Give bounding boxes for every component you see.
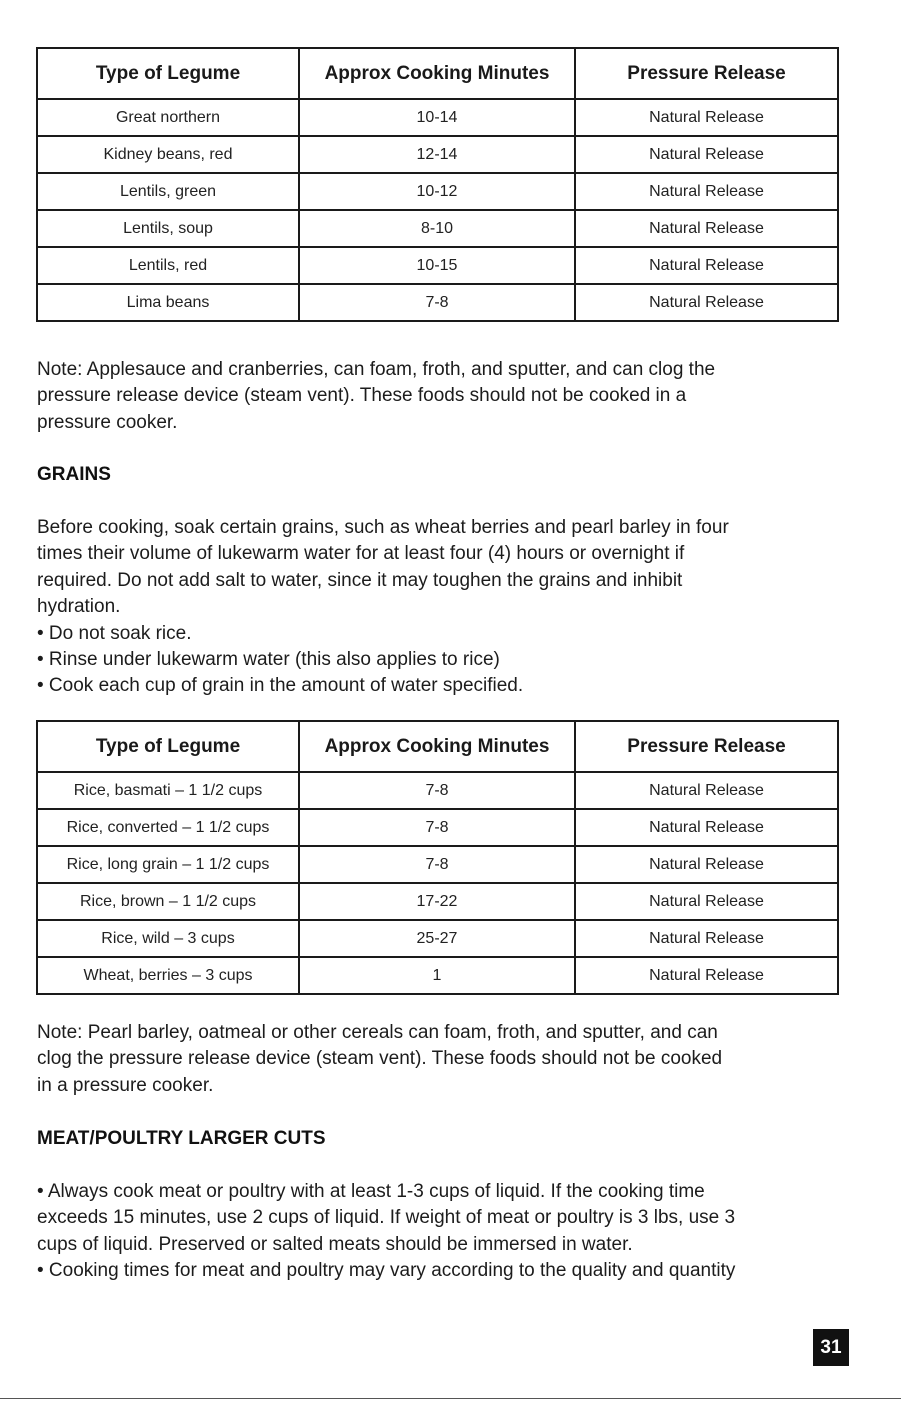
- text-line: pressure cooker.: [37, 411, 178, 433]
- text-line: exceeds 15 minutes, use 2 cups of liquid. If weight of meat or poultry is 3 lbs, use 3: [37, 1207, 736, 1229]
- table-cell: 10-14: [299, 99, 575, 136]
- section-heading-grains: GRAINS: [37, 464, 111, 485]
- bullet-item: • Cooking times for meat and poultry may vary according to the quality and quantity: [37, 1260, 736, 1282]
- text-line: in a pressure cooker.: [37, 1074, 214, 1096]
- table-cell: Natural Release: [575, 957, 838, 994]
- text-line: Note: Pearl barley, oatmeal or other cereals can foam, froth, and sputter, and can: [37, 1022, 718, 1043]
- table-cell: Rice, brown – 1 1/2 cups: [37, 883, 299, 920]
- table-row: [37, 284, 838, 321]
- table-cell: 10-12: [299, 173, 575, 210]
- bullet-item: • Always cook meat or poultry with at least 1-3 cups of liquid. If the cooking time: [37, 1181, 705, 1202]
- table-cell: Great northern: [37, 99, 299, 136]
- table-cell: 10-15: [299, 247, 575, 284]
- table-cell: 7-8: [299, 809, 575, 846]
- bullet-item: • Cook each cup of grain in the amount of water specified.: [37, 675, 524, 697]
- text-line: clog the pressure release device (steam vent). These foods should not be cooked: [37, 1048, 723, 1070]
- table-row: [37, 883, 838, 920]
- table-cell: 7-8: [299, 284, 575, 321]
- legume-cooking-table: [36, 47, 839, 322]
- table-cell: Wheat, berries – 3 cups: [37, 957, 299, 994]
- table-cell: Rice, basmati – 1 1/2 cups: [37, 772, 299, 809]
- table-cell: 25-27: [299, 920, 575, 957]
- table-cell: Lima beans: [37, 284, 299, 321]
- table-row: [37, 920, 838, 957]
- note-pearl-barley: [37, 1020, 847, 1099]
- table-cell: 12-14: [299, 136, 575, 173]
- table-cell: 7-8: [299, 846, 575, 883]
- table-row: [37, 136, 838, 173]
- table-cell: Natural Release: [575, 883, 838, 920]
- bottom-divider: [0, 1398, 901, 1399]
- table-cell: Natural Release: [575, 210, 838, 247]
- table-cell: Kidney beans, red: [37, 136, 299, 173]
- table-cell: Lentils, soup: [37, 210, 299, 247]
- table-row: [37, 772, 838, 809]
- grains-instructions: [37, 515, 847, 700]
- section-heading-meat-poultry: MEAT/POULTRY LARGER CUTS: [37, 1128, 326, 1149]
- page-number: 31: [813, 1329, 849, 1366]
- table-cell: Rice, wild – 3 cups: [37, 920, 299, 957]
- table-cell: Natural Release: [575, 284, 838, 321]
- table-cell: Rice, long grain – 1 1/2 cups: [37, 846, 299, 883]
- column-header: Approx Cooking Minutes: [299, 721, 575, 772]
- note-applesauce: [37, 357, 847, 436]
- table-cell: 1: [299, 957, 575, 994]
- table-cell: Natural Release: [575, 247, 838, 284]
- text-line: pressure release device (steam vent). These foods should not be cooked in a: [37, 385, 687, 407]
- column-header: Pressure Release: [575, 48, 838, 99]
- table-cell: Natural Release: [575, 99, 838, 136]
- text-line: Note: Applesauce and cranberries, can foam, froth, and sputter, and can clog the: [37, 359, 716, 380]
- table-row: [37, 957, 838, 994]
- table-cell: Natural Release: [575, 173, 838, 210]
- table-header-row: [37, 48, 838, 99]
- table-row: [37, 846, 838, 883]
- table-cell: Natural Release: [575, 772, 838, 809]
- text-line: times their volume of lukewarm water for at least four (4) hours or overnight if: [37, 543, 685, 565]
- table-cell: Natural Release: [575, 136, 838, 173]
- bullet-item: • Do not soak rice.: [37, 622, 192, 644]
- table-cell: Natural Release: [575, 809, 838, 846]
- table-cell: 7-8: [299, 772, 575, 809]
- table-cell: 17-22: [299, 883, 575, 920]
- bullet-item: • Rinse under lukewarm water (this also applies to rice): [37, 649, 500, 671]
- table-cell: Rice, converted – 1 1/2 cups: [37, 809, 299, 846]
- meat-instructions: [37, 1179, 847, 1285]
- text-line: cups of liquid. Preserved or salted meats should be immersed in water.: [37, 1233, 633, 1255]
- table-cell: Lentils, red: [37, 247, 299, 284]
- table-row: [37, 173, 838, 210]
- table-cell: Lentils, green: [37, 173, 299, 210]
- table-row: [37, 99, 838, 136]
- table-cell: Natural Release: [575, 846, 838, 883]
- grain-cooking-table: [36, 720, 839, 995]
- table-header-row: [37, 721, 838, 772]
- text-line: hydration.: [37, 596, 121, 618]
- table-row: [37, 809, 838, 846]
- table-row: [37, 210, 838, 247]
- column-header: Approx Cooking Minutes: [299, 48, 575, 99]
- column-header: Type of Legume: [37, 48, 299, 99]
- table-cell: Natural Release: [575, 920, 838, 957]
- table-row: [37, 247, 838, 284]
- column-header: Type of Legume: [37, 721, 299, 772]
- column-header: Pressure Release: [575, 721, 838, 772]
- text-line: required. Do not add salt to water, since it may toughen the grains and inhibit: [37, 569, 683, 591]
- table-cell: 8-10: [299, 210, 575, 247]
- text-line: Before cooking, soak certain grains, such as wheat berries and pearl barley in four: [37, 517, 729, 538]
